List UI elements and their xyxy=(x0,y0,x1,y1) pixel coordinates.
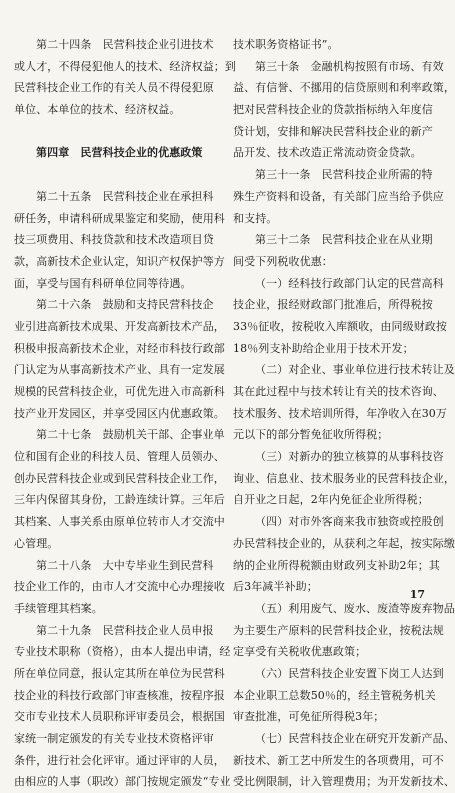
text-line: 第二十九条 民营科技企业人员申报 xyxy=(36,623,214,637)
text-line: 创办民营科技企业或到民营科技企业工作， xyxy=(14,471,225,485)
text-line: 技企业工作的，由市人才交流中心办理接收 xyxy=(14,580,225,594)
text-line: 业引进高新技术成果、开发高新技术产品， xyxy=(14,319,225,333)
text-line: 由相应的人事（职改）部门按规定颁发“专业 xyxy=(14,775,231,789)
text-line: 询业、信息业、技术服务业的民营科技企业， xyxy=(233,471,455,485)
text-line: 受比例限制，计入管理费用；为开发新技术、 xyxy=(233,775,455,789)
text-line: 技术服务、技术培训所得，年净收入在30万 xyxy=(233,406,447,420)
left-column xyxy=(14,34,236,793)
text-line: 积极申报高新技术企业，对经市科技行政部 xyxy=(14,341,225,355)
text-line: 规模的民营科技企业，可优先进入市高新科 xyxy=(14,385,225,398)
text-line: 第二十六条 鼓励和支持民营科技企 xyxy=(36,298,214,312)
blank-line xyxy=(14,164,216,186)
text-line: 审查批准，可免征所得税3年； xyxy=(233,710,385,724)
text-line: 办民营科技企业的，从获利之年起，按实际缴 xyxy=(233,536,455,550)
text-line: （四）对市外客商来我市独资或控股创 xyxy=(255,515,444,529)
right-column xyxy=(233,34,455,793)
text-line: 本企业职工总数50％的，经主管税务机关 xyxy=(233,688,436,702)
text-line: 新技术、新工艺中所发生的各项费用，可不 xyxy=(233,753,444,767)
text-line: 门认定为从事高新技术产业、具有一定发展 xyxy=(14,363,225,377)
text-line: 第三十一条 民营科技企业所需的特 xyxy=(255,168,433,182)
text-line: 研任务，申请科研成果鉴定和奖励，使用科 xyxy=(14,211,225,225)
text-line: 其档案、人事关系由原单位转市人才交流中 xyxy=(14,515,225,529)
blank-line xyxy=(14,121,216,143)
text-line: 定享受有关税收优惠政策； xyxy=(233,645,367,659)
text-line: 33％征收，按税收入库额收，由同级财政按 xyxy=(233,319,447,333)
text-line: 条件，进行社会化评审。通过评审的人员， xyxy=(14,753,225,767)
text-line: （二）对企业、事业单位进行技术转让及 xyxy=(255,363,455,377)
text-line: 位和国有企业的科技人员、管理人员领办、 xyxy=(14,450,225,464)
text-line: 心管理。 xyxy=(14,536,59,550)
text-line: 自开业之日起，2年内免征企业所得税； xyxy=(233,493,429,507)
text-line: 和支持。 xyxy=(233,211,278,225)
text-line: 技企业，报经财政部门批准后，所得税按 xyxy=(233,298,433,312)
text-line: 贷计划，安排和解决民营科技企业的新产 xyxy=(233,124,433,138)
text-line: 面，享受与国有科研单位同等待遇。 xyxy=(14,276,192,290)
text-line: 第二十八条 大中专毕业生到民营科 xyxy=(36,558,214,572)
text-line: （三）对新办的独立核算的从事科技咨 xyxy=(255,450,444,464)
text-line: 所在单位同意，报认定其所在单位为民营科 xyxy=(14,666,225,680)
text-line: 元以下的部分暂免征收所得税； xyxy=(233,428,389,442)
text-line: 后3年减半补助； xyxy=(233,580,318,594)
text-line: 技三项费用、科技贷款和技术改造项目贷 xyxy=(14,233,214,247)
text-line: 纳的企业所得税额由财政列支补助2年；其 xyxy=(233,558,440,572)
text-line: 手续管理其档案。 xyxy=(14,601,103,615)
text-line: 家统一制定颁发的有关专业技术资格评审 xyxy=(14,732,214,745)
text-line: 单位、本单位的技术、经济权益。 xyxy=(14,103,181,117)
text-line: 为主要生产原料的民营科技企业，按税法规 xyxy=(233,623,444,637)
text-line: 第三十条 金融机构按照有市场、有效 xyxy=(255,59,444,73)
page-number: 17 xyxy=(409,588,425,601)
text-line: 民营科技企业工作的有关人员不得侵犯原 xyxy=(14,81,214,95)
text-line: 技产业开发园区，并享受园区内优惠政策。 xyxy=(14,406,225,420)
text-line: （五）利用废气、废水、废渣等废弃物品 xyxy=(255,601,455,615)
text-line: 技企业的科技行政部门审查核准，按程序报 xyxy=(14,688,225,702)
text-line: 把对民营科技企业的贷款指标纳入年度信 xyxy=(233,103,433,117)
text-line: （一）经科技行政部门认定的民营高科 xyxy=(255,276,444,290)
text-line: 三年内保留其身份，工龄连续计算。三年后 xyxy=(14,493,225,507)
text-line: 技术职务资格证书”。 xyxy=(233,38,339,51)
text-line: 18％列支补助给企业用于技术开发； xyxy=(233,341,414,355)
text-line: （七）民营科技企业在研究开发新产品、 xyxy=(255,732,455,745)
text-line: 第二十四条 民营科技企业引进技术 xyxy=(36,38,214,51)
text-line: 益、有信誉、不挪用的信贷原则和利率政策， xyxy=(233,81,455,95)
text-line: （六）民营科技企业安置下岗工人达到 xyxy=(255,666,444,680)
text-line: 交市专业技术人员职称评审委员会，根据国 xyxy=(14,710,225,724)
text-line: 间受下列税收优惠： xyxy=(233,254,333,268)
text-line: 或人才，不得侵犯他人的技术、经济权益；到 xyxy=(14,59,236,73)
text-line: 其在此过程中与技术转让有关的技术咨询、 xyxy=(233,385,444,398)
chapter-heading: 第四章 民营科技企业的优惠政策 xyxy=(36,146,203,160)
text-line: 第二十五条 民营科技企业在承担科 xyxy=(36,189,214,203)
text-line: 品开发、技术改造正常流动资金贷款。 xyxy=(233,146,422,160)
text-line: 专业技术职称（资格），由本人提出申请，经 xyxy=(14,645,231,659)
text-line: 第二十七条 鼓励机关干部、企事业单 xyxy=(36,428,225,442)
text-line: 第三十二条 民营科技企业在从业期 xyxy=(255,233,433,247)
text-line: 殊生产资料和设备，有关部门应当给予供应 xyxy=(233,189,444,203)
text-line: 款，高新技术企业认定，知识产权保护等方 xyxy=(14,254,225,268)
